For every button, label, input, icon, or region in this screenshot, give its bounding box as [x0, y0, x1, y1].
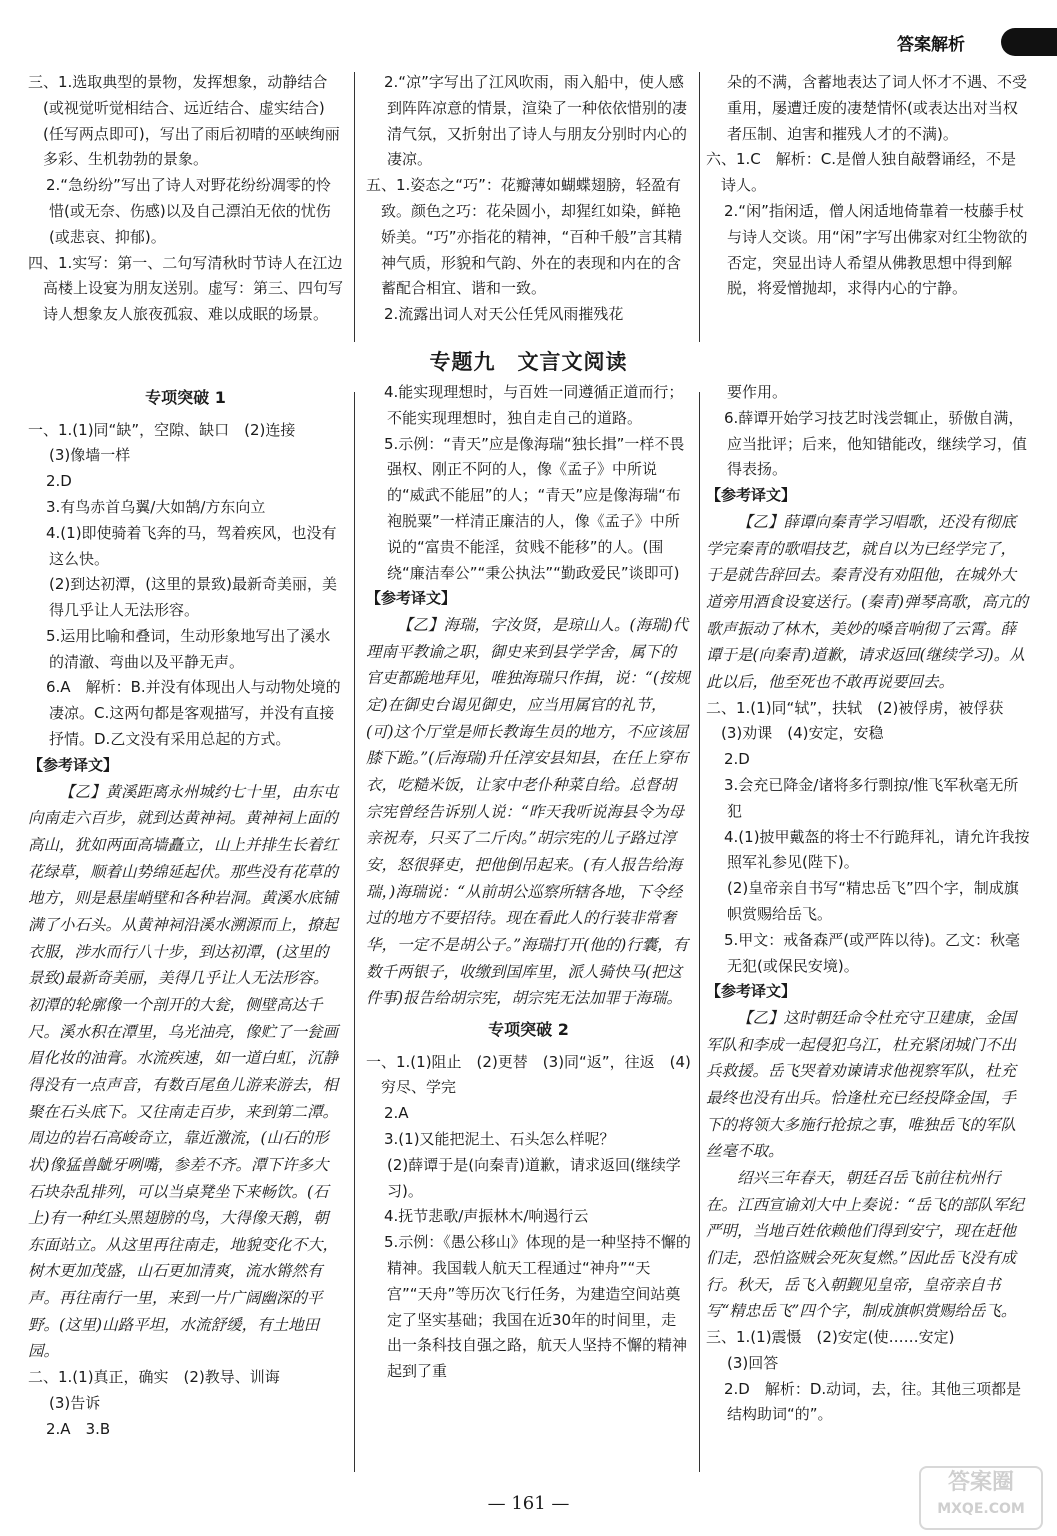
answer-item: 4.能实现理想时，与百姓一同遵循正道而行；不能实现理想时，独自走自己的道路。 [384, 383, 684, 427]
chapter-title: 专题九 文言文阅读 [429, 350, 628, 374]
page-number: — 161 — [487, 1493, 570, 1514]
answer-item: 四、1.实写：第一、二句写清秋时节诗人在江边高楼上设宴为朋友送别。虚写：第三、四句写诗人想象友人旅夜孤寂、难以成眠的场景。 [28, 253, 344, 324]
answer-item: 三、1.(1)震慑 (2)安定(使……安定) [706, 1328, 955, 1347]
answer-item: 2.A [384, 1104, 409, 1123]
answer-item: (2)到达初潭，(这里的景致)最新奇美丽，美得几乎让人无法形容。 [49, 575, 337, 620]
answer-item: 4.(1)即使骑着飞奔的马，驾着疾风，也没有这么快。 [46, 523, 337, 568]
translation-paragraph: 【乙】薛谭向秦青学习唱歌，还没有彻底学完秦青的歌唱技艺，就自以为已经学完了，于是就告辞回去。秦青没有劝阻他，在城外大道旁用酒食设宴送行。(秦青)弹琴高歌，高亢的歌声振动了林木，美妙的嗓音响彻了云霄。薛谭于是(向秦青)道歉，请求返回(继续学习)。从此以后，他至死也不敢再说要回去。 [706, 512, 1029, 691]
answer-item: 4.抚节悲歌/声振林木/响遏行云 [384, 1207, 589, 1226]
answer-item: 五、1.姿态之“巧”：花瓣薄如蝴蝶翅膀，轻盈有致。颜色之巧：花朵圆小，却猩红如染，鲜艳娇美。“巧”亦指花的精神，“百种千般”言其精神气质，形貌和气韵、外在的表现和内在的含蓄配合相宜、谐和一致。 [366, 176, 683, 298]
answer-item: 朵的不满，含蓄地表达了词人怀才不遇、不受重用，屡遭迁废的凄楚情怀(或表达出对当权者压制、迫害和摧残人才的不满)。 [727, 73, 1028, 143]
reference-translation-heading: 【参考译文】 [28, 755, 119, 774]
bottom-column-3 [706, 380, 1031, 1428]
answer-item: (3)像墙一样 [49, 446, 131, 465]
column-divider [354, 72, 355, 342]
section-header-label: 答案解析 [897, 35, 965, 55]
translation-paragraph: 【乙】黄溪距离永州城约七十里，由东屯向南走六百步，就到达黄神祠。黄神祠上面的高山，犹如两面高墙矗立，山上并排生长着红花绿草，顺着山势绵延起伏。那些没有花草的地方，则是悬崖峭壁和各种岩洞。黄溪水底铺满了小石头。从黄神祠沿溪水溯源而上，撩起衣服，涉水而行八十步，到达初潭，(这里的景致)最新奇美丽，美得几乎让人无法形容。初潭的轮廓像一个剖开的大瓮，侧壁高达千尺。溪水积在潭里，乌光油亮，像贮了一瓮画眉化妆的油膏。水流疾速，如一道白虹，沉静得没有一点声音，有数百尾鱼儿游来游去，相聚在石头底下。又往南走百步，来到第二潭。周边的岩石高峻奇立，靠近激流，(山石的形状)像猛兽龇牙咧嘴，参差不齐。潭下许多大石块杂乱排列，可以当桌凳坐下来畅饮。(石上)有一种红头黑翅膀的鸟，大得像天鹅，朝东面站立。从这里再往南走，地貌变化不大，树木更加茂盛，山石更加清爽，流水锵然有声。再往南行一里，来到一片广阔幽深的平野。(这里)山路平坦，水流舒缓，有土地田园。 [28, 782, 339, 1361]
answer-item: 3.有鸟赤首乌翼/大如鹄/方东向立 [46, 497, 266, 516]
section-title: 专项突破 1 [145, 388, 226, 407]
answer-item: 5.甲文：戒备森严(或严阵以待)。乙文：秋毫无犯(或保民安境)。 [724, 930, 1021, 975]
answer-item: 2.流露出词人对天公任凭风雨摧残花 [384, 305, 624, 324]
top-column-3 [706, 70, 1031, 302]
answer-item: (3)回答 [727, 1353, 779, 1372]
reference-translation-heading: 【参考译文】 [706, 486, 797, 505]
answer-item: 2.D 解析：D.动词，去，往。其他三项都是结构助词“的”。 [724, 1379, 1022, 1424]
watermark-logo [919, 1466, 1043, 1530]
bottom-column-2 [366, 380, 691, 1385]
answer-item: 一、1.(1)阻止 (2)更替 (3)同“返”，往返 (4)穷尽、学完 [366, 1052, 691, 1097]
answer-item: 2.“闲”指闲适，僧人闲适地倚靠着一枝藤手杖与诗人交谈。用“闲”字写出佛家对红尘物欲的否定，突显出诗人希望从佛教思想中得到解脱，将爱憎抛却，求得内心的宁静。 [724, 201, 1028, 298]
answer-item: 三、1.选取典型的景物，发挥想象，动静结合(或视觉听觉相结合、远近结合、虚实结合)(任写两点即可)，写出了雨后初晴的巫峡绚丽多彩、生机勃勃的景象。 [28, 73, 340, 169]
answer-item: 6.薛谭开始学习技艺时浅尝辄止，骄傲自满，应当批评；后来，他知错能改，继续学习，值得表扬。 [724, 408, 1028, 479]
reference-translation-heading: 【参考译文】 [366, 589, 457, 608]
translation-paragraph: 绍兴三年春天，朝廷召岳飞前往杭州行在。江西宣谕刘大中上奏说：“岳飞的部队军纪严明，当地百姓依赖他们得到安宁，现在赶他们走，恐怕盗贼会死灰复燃。”因此岳飞没有成行。秋天，岳飞入朝觐见皇帝，皇帝亲自书写“精忠岳飞”四个字，制成旗帜赏赐给岳飞。 [706, 1169, 1024, 1321]
bottom-column-1 [28, 380, 343, 1443]
answer-item: 2.D [724, 750, 750, 769]
answer-item: 六、1.C 解析：C.是僧人独自敲磬诵经，不是诗人。 [706, 150, 1017, 195]
top-column-2 [366, 70, 691, 328]
answer-item: 5.示例：“青天”应是像海瑞“独长揖”一样不畏强权、刚正不阿的人，像《孟子》中所说的“威武不能屈”的人；“青天”应是像海瑞“布袍脱粟”一样清正廉洁的人，像《孟子》中所说的“富贵不能淫，贫贱不能移”的人。(围绕“廉洁奉公”“秉公执法”“勤政爱民”谈即可) [384, 434, 685, 582]
answer-item: 3.会充已降金/诸将多行剽掠/惟飞军秋毫无所犯 [724, 775, 1019, 820]
column-divider [354, 392, 355, 1472]
answer-item: 3.(1)又能把泥土、石头怎么样呢？ [384, 1129, 615, 1148]
answer-item: 4.(1)披甲戴盔的将士不行跪拜礼，请允许我按照军礼参见(陛下)。 [724, 827, 1030, 872]
column-divider [699, 72, 700, 342]
answer-item: 2.“急纷纷”写出了诗人对野花纷纷凋零的怜惜(或无奈、伤感)以及自己漂泊无依的忧伤(或悲哀、抑郁)。 [46, 176, 331, 246]
top-column-1 [28, 70, 343, 328]
watermark-url: MXQE.COM [937, 1501, 1025, 1517]
answer-item: (3)告诉 [49, 1393, 101, 1412]
answer-item: 要作用。 [727, 383, 788, 401]
answer-item: (2)薛谭于是(向秦青)道歉，请求返回(继续学习)。 [387, 1155, 681, 1200]
answer-item: 二、1.(1)真正，确实 (2)教导、训诲 [28, 1368, 280, 1387]
answer-item: 6.A 解析：B.并没有体现出人与动物处境的凄凉。C.这两句都是客观描写，并没有直接抒情。D.乙文没有采用总起的方式。 [46, 678, 341, 749]
answer-item: 二、1.(1)同“轼”，扶轼 (2)被俘虏，被俘获 (3)劝课 (4)安定，安稳 [706, 698, 1019, 743]
answer-item: 一、1.(1)同“缺”，空隙、缺口 (2)连接 [28, 420, 296, 439]
answer-item: 2.“凉”字写出了江风吹雨，雨入船中，使人感到阵阵凉意的情景，渲染了一种依依惜别的凄清气氛，又折射出了诗人与朋友分别时内心的凄凉。 [384, 73, 688, 169]
reference-translation-heading: 【参考译文】 [706, 982, 797, 1001]
section-title: 专项突破 2 [488, 1020, 569, 1040]
translation-paragraph: 【乙】这时朝廷命令杜充守卫建康，金国军队和李成一起侵犯乌江，杜充紧闭城门不出兵救援。岳飞哭着劝谏请求他视察军队，杜充最终也没有出兵。恰逢杜充已经投降金国，手下的将领大多施行抢掠之事，唯独岳飞的军队丝毫不取。 [706, 1009, 1017, 1161]
answer-item: (2)皇帝亲自书写“精忠岳飞”四个字，制成旗帜赏赐给岳飞。 [727, 879, 1019, 923]
translation-paragraph: 【乙】海瑞，字汝贤，是琼山人。(海瑞)代理南平教谕之职，御史来到县学学舍，属下的官吏都跪地拜见，唯独海瑞只作揖，说：“(按规定)在御史台谒见御史，应当用属官的礼节，(可)这个厅堂是师长教诲生员的地方，不应该屈膝下跪。”(后海瑞)升任淳安县知县，在任上穿布衣，吃糙米饭，让家中老仆种菜自给。总督胡宗宪曾经告诉别人说：“昨天我听说海县令为母亲祝寿，只买了二斤肉。”胡宗宪的儿子路过淳安，怒很驿吏，把他倒吊起来。(有人报告给海瑞，)海瑞说：“从前胡公巡察所辖各地，下令经过的地方不要招待。现在看此人的行装非常奢华，一定不是胡公子。”海瑞打开(他的)行囊，有数千两银子，收缴到国库里，派人骑快马(把这件事)报告给胡宗宪，胡宗宪无法加罪于海瑞。 [366, 616, 690, 1008]
answer-item: 2.A 3.B [46, 1419, 111, 1438]
answer-item: 2.D [46, 472, 72, 491]
column-divider [699, 392, 700, 1472]
header-tab-decoration [1001, 28, 1057, 56]
watermark-text: 答案圈 [947, 1470, 1014, 1495]
answer-item: 5.运用比喻和叠词，生动形象地写出了溪水的清澈、弯曲以及平静无声。 [46, 626, 331, 671]
chapter-banner [0, 346, 1057, 376]
answer-item: 5.示例：《愚公移山》体现的是一种坚持不懈的精神。我国载人航天工程通过“神舟”“天宫”“天舟”等历次飞行任务，为建造空间站奠定了坚实基础；我国在近30年的时间里，走出一条科技自强之路，航天人坚持不懈的精神起到了重 [384, 1233, 691, 1381]
